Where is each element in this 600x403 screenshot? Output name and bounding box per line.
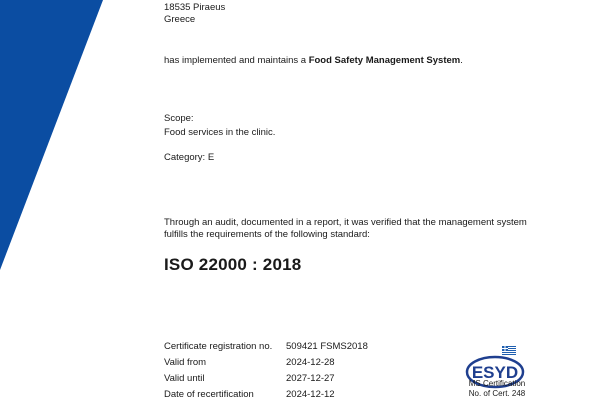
valid-from-row [164,355,368,371]
certification-statement [164,55,463,67]
audit-statement-line-2: fulfills the requirements of the following standard: [164,229,370,240]
address-postal-city: 18535 Piraeus [164,2,226,13]
accreditation-caption-2: No. of Cert. 248 [468,389,526,398]
greek-flag-icon [502,346,516,355]
valid-until-label: Valid until [164,373,205,384]
address-country: Greece [164,14,196,25]
scope-label: Scope: [164,113,194,124]
statement-prefix: has implemented and maintains a [164,55,309,66]
scope-category: Category: E [164,152,215,163]
scope-text: Food services in the clinic. [164,127,276,138]
standard-title: ISO 22000 : 2018 [164,255,302,274]
registration-value: 509421 FSMS2018 [286,341,368,352]
valid-until-value: 2027-12-27 [286,373,335,384]
certificate-details [164,339,368,403]
valid-from-label: Valid from [164,357,207,368]
registration-row [164,339,368,355]
audit-statement-line-1: Through an audit, documented in a report, it was verified that the management system [164,217,527,228]
valid-until-row [164,371,368,387]
recertification-row [164,387,368,403]
valid-from-value: 2024-12-28 [286,357,335,368]
statement-suffix: . [460,55,463,66]
recertification-label: Date of recertification [164,389,254,400]
esyd-logo-text: ESYD [471,363,519,382]
accreditation-caption-1: MS Certification [468,379,526,388]
registration-label: Certificate registration no. [164,341,273,352]
management-system-name: Food Safety Management System [308,55,461,66]
recertification-value: 2024-12-12 [286,389,335,400]
